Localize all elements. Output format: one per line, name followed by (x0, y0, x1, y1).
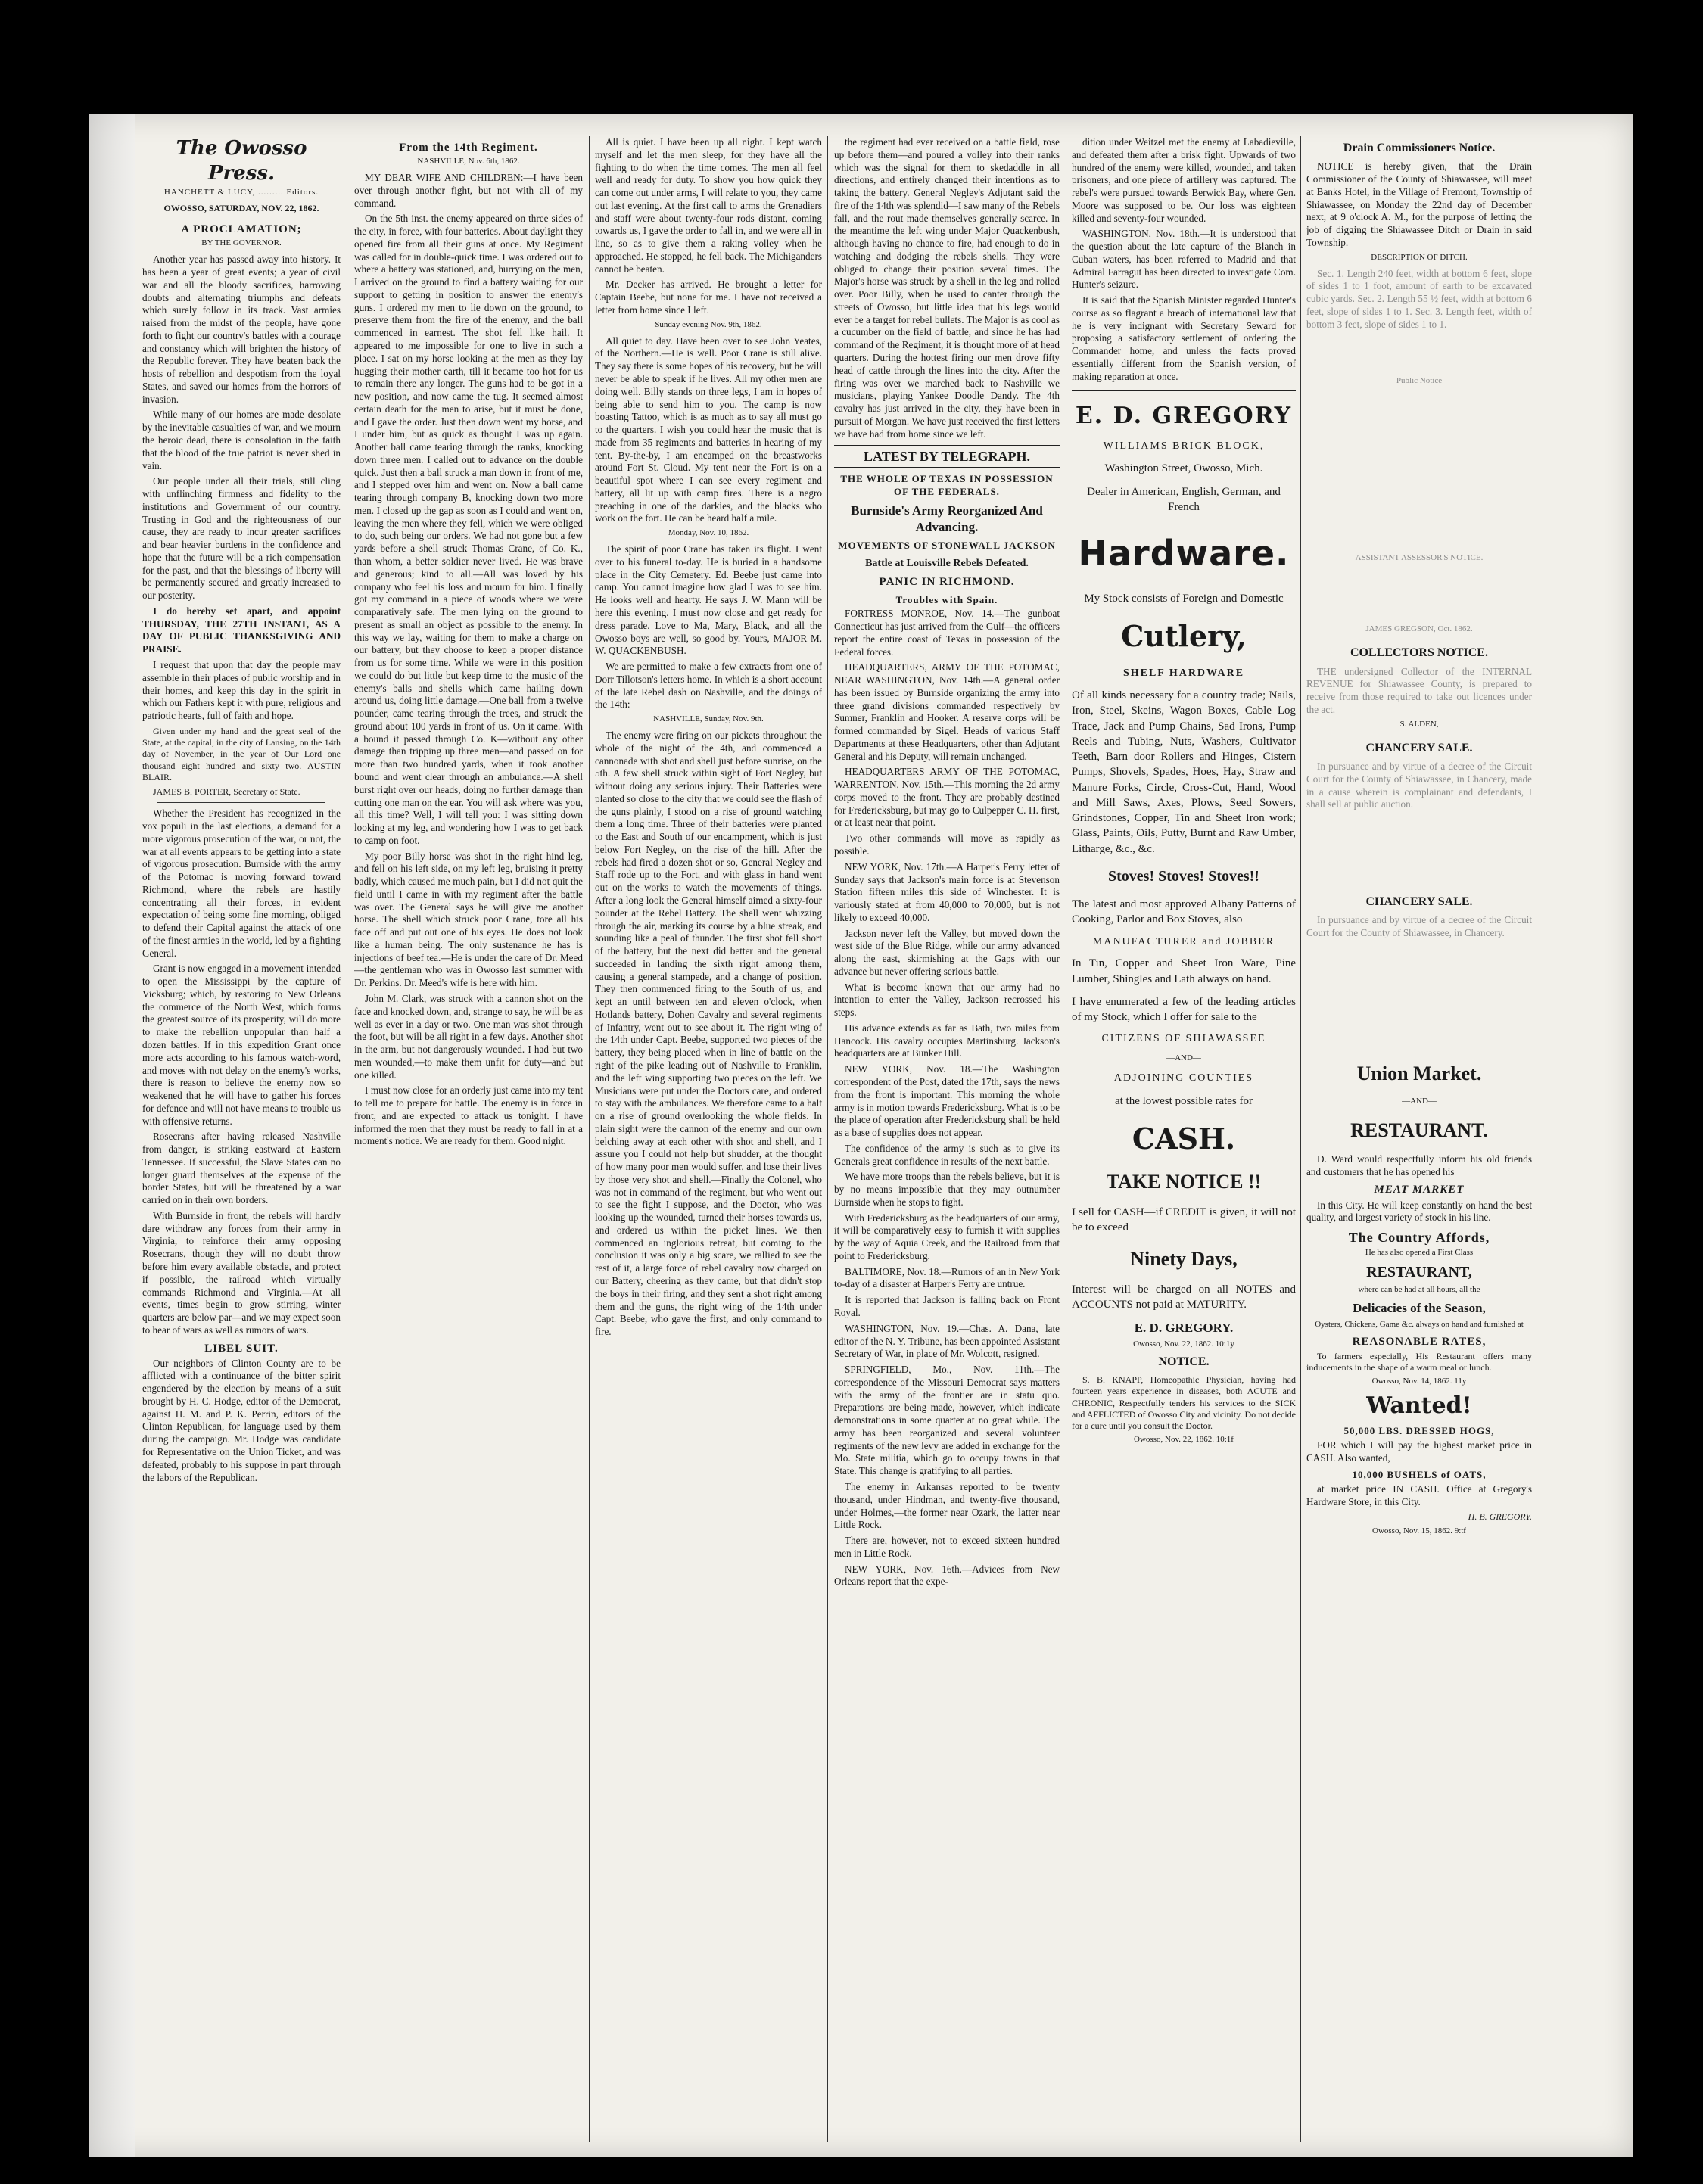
ad-latest: The latest and most approved Albany Patterns of Cooking, Parlor and Box Stoves, also (1072, 898, 1296, 926)
paragraph: All is quiet. I have been up all night. I kept watch myself and let the men sleep, for they have all the fighting to do when the time comes. The men all feel well and ready for duty. To show you how quick they can come out under arms, I will relate to you, they came out last evening. At the first call to arms the Grenadiers and staff were about twenty-four rods distant, coming towards us, I gave the order to fall in, and we were all in line, so as to give them a raking volley when he approached. He stopped, he fell back. The Michiganders cannot be beaten. (595, 136, 822, 275)
ad-block: WILLIAMS BRICK BLOCK, (1103, 440, 1265, 452)
restaurant-open: He has also opened a First Class (1365, 1247, 1474, 1257)
paragraph: dition under Weitzel met the enemy at Labadieville, and defeated them after a brisk fight. Upwards of two hundred of the enemy were killed, wounded, and taken prisoners, and one piece of artillery was captured. The rebel's were pursued towards Berwick Bay, where Gen. Moore was supposed to be. Our loss was eighteen killed and seventy-four wounded. (1072, 136, 1296, 224)
paragraph: MY DEAR WIFE AND CHILDREN:—I have been over through another fight, but not with all of my command. (354, 172, 583, 209)
divider (157, 802, 325, 803)
ad-sell: I sell for CASH—if CREDIT is given, it will not be to exceed (1072, 1206, 1296, 1234)
meat-market-heading: MEAT MARKET (1374, 1184, 1465, 1196)
column-4 (834, 136, 1060, 2142)
column-3 (595, 136, 822, 2142)
ad-shelf: SHELF HARDWARE (1122, 667, 1245, 680)
ad-cash: CASH. (1132, 1121, 1236, 1156)
ditch-heading: DESCRIPTION OF DITCH. (1371, 252, 1468, 262)
wanted-signature: H. B. GREGORY. (1468, 1511, 1532, 1523)
ad-hardware: Hardware. (1078, 532, 1290, 574)
paragraph: Sec. 1. Length 240 feet, width at bottom 6 feet, slope of sides 1 to 1 foot, amount of earth to be excavated cubic yards. Sec. 2. Length 55 ½ feet, width at bottom 6 feet, slope of sides 1 to 1. Sec. 3. Length feet, width of bottom 3 feet, slope of sides 1 to 1. (1306, 267, 1532, 330)
ad-citizens: CITIZENS OF SHIAWASSEE (1101, 1033, 1266, 1045)
ad-interest: Interest will be charged on all NOTES and ACCOUNTS not paid at MATURITY. (1072, 1283, 1296, 1311)
drain-heading: Drain Commissioners Notice. (1343, 142, 1496, 154)
paragraph: The spirit of poor Crane has taken its flight. I went over to his funeral to-day. He is buried in a handsome place in the City Cemetery. Ed. Beebe just came into camp. You cannot imagine how glad I was to see him. He looks well and hearty. He says J. W. Mann will be here this evening. I must now close and get ready for dress parade. Love to Ma, Mary, Black, and all the Owosso boys are well, so good by. Yours, MAJOR M. W. QUACKENBUSH. (595, 543, 822, 657)
paragraph: Our people under all their trials, still cling with unflinching firmness and fidelity to the institutions and Government of our country. Trusting in God and the righteousness of our cause, they are ready to incur greater sacrifices and bear heavier burdens in the confidence and hope that the future will be a rich compensation for the past, and that the blessings of liberty will be permanently secured and greatly increased to our posterity. (142, 475, 341, 602)
union-market-heading: Union Market. (1356, 1062, 1482, 1084)
wanted-oats: 10,000 BUSHELS of OATS, (1352, 1469, 1487, 1481)
paragraph: SPRINGFIELD, Mo., Nov. 11th.—The correspondence of the Missouri Democrat says matters with the army of the frontier are in statu quo. Preparations are being made, however, which indicate demonstrations in some quarter at no great while. The army has been reorganized and several volunteer regiments of the new levy are added in exchange for the Mo. State militia, which go to occupy towns in that State. This change is gratifying to all parties. (834, 1364, 1060, 1477)
paragraph: FOR which I will pay the highest market price in CASH. Also wanted, (1306, 1439, 1532, 1464)
regiment-dateline: NASHVILLE, Nov. 6th, 1862. (417, 157, 520, 166)
paragraph: Two other commands will move as rapidly as possible. (834, 832, 1060, 857)
libel-heading: LIBEL SUIT. (204, 1342, 279, 1355)
wanted-date: Owosso, Nov. 15, 1862. 9:tf (1372, 1526, 1466, 1535)
ad-dealer: Dealer in American, English, German, and French (1087, 486, 1281, 513)
dateline: Monday, Nov. 10, 1862. (668, 528, 749, 538)
reasonable-rates: REASONABLE RATES, (1352, 1335, 1487, 1348)
paragraph: Rosecrans after having released Nashville from danger, is striking eastward at Eastern Tennessee. If successful, the Slave States can no longer guard themselves at the expense of the border States, but will be threatened by a war carried on in their own borders. (142, 1131, 341, 1206)
telegraph-heading: LATEST BY TELEGRAPH. (834, 445, 1060, 468)
notice-date: Owosso, Nov. 22, 1862. 10:1f (1134, 1435, 1234, 1445)
news-heading: THE WHOLE OF TEXAS IN POSSESSION OF THE FEDERALS. (840, 473, 1054, 497)
news-heading: Burnside's Army Reorganized And Advancing. (851, 503, 1043, 534)
ad-adjoining: ADJOINING COUNTIES (1113, 1072, 1254, 1084)
faded-notice: JAMES GREGSON, Oct. 1862. (1365, 624, 1473, 634)
masthead-dateline: OWOSSO, SATURDAY, NOV. 22, 1862. (142, 201, 341, 216)
paragraph: We have more troops than the rebels believe, but it is by no means impossible that they may outnumber Burnside when he stops to fight. (834, 1171, 1060, 1208)
ad-street: Washington Street, Owosso, Mich. (1104, 462, 1263, 475)
chancery-heading: CHANCERY SALE. (1365, 741, 1473, 754)
ad-signature: E. D. GREGORY. (1134, 1321, 1234, 1336)
ad-manufacturer: MANUFACTURER and JOBBER (1092, 935, 1275, 947)
paragraph: Given under my hand and the great seal of the State, at the capital, in the city of Lansing, on the 14th day of November, in the year of Our Lord one thousand eight hundred and sixty two. AUSTIN BLAIR. (142, 725, 341, 782)
paragraph: With Fredericksburg as the headquarters of our army, it will be comparatively easy to furnish it with supplies by the way of Aquia Creek, and the Railroad from that point to Fredericksburg. (834, 1212, 1060, 1262)
paragraph: All quiet to day. Have been over to see John Yeates, of the Northern.—He is well. Poor Crane is still alive. They say there is some hopes of his recovery, but he will never be able to speak if he lives. All my other men are doing well. Billy stands on three legs, I am in hopes of being able to send him to you. The camp is now boasting Tattoo, which is as much as to say all must go to the quarters. I wish you could hear the music that is made from 35 regiments and batteries in hearing of my tent. By-the-by, I am encamped on the breastworks around Fort St. Cloud. My tent near the Fort is on a beautiful spot where I can see every regiment and battery, all lit up with camp fires. There is a negro preaching in one of the darkies, and the blacks who work on the fort. He can be heard half a mile. (595, 334, 822, 524)
paragraph: In pursuance and by virtue of a decree of the Circuit Court for the County of Shiawassee, in Chancery, made in a cause wherein is complainant and defendants, I shall sell at public auction. (1306, 761, 1532, 810)
notice-heading: NOTICE. (1158, 1355, 1210, 1368)
paragraph: My poor Billy horse was shot in the right hind leg, and fell on his left side, on my left leg, bruising it pretty badly, which caused me much pain, but I did not quit the field until I came in with my regiment after the battle was over. The General says he will give me another horse. The shell which struck poor Crane, tore all his face off and put out one of his eyes. He does not look like a human being. The only sustenance he has is injections of beef tea.—He is under the care of Dr. Meed—the gentleman who was in Owosso last summer with Dr. Perkins. Dr. Meed's wife is here with him. (354, 850, 583, 989)
news-heading: MOVEMENTS OF STONEWALL JACKSON (838, 540, 1056, 552)
paragraph: I request that upon that day the people may assemble in their places of public worship and in their homes, and keep this day in the spirit in which our Fathers kept it with pure, religious and patriotic hearts, full of faith and hope. (142, 658, 341, 722)
paragraph: NOTICE is hereby given, that the Drain Commissioner of the County of Shiawassee, will meet at Banks Hotel, in the Village of Fremont, Township of Shiawassee, on Monday the 22nd day of December next, at 9 o'clock A. M., for the purpose of letting the job of digging the Shiawassee Ditch or Drain in said Township. (1306, 160, 1532, 248)
proclamation-heading: A PROCLAMATION; (181, 223, 302, 236)
paragraph: I must now close for an orderly just came into my tent to tell me to prepare for battle. The enemy is in force in front, and are expected to attack us tonight. I have informed the men that they must be ready to fall in at a moment's notice. We are ready for them. Good night. (354, 1084, 583, 1147)
ad-stock: My Stock consists of Foreign and Domestic (1084, 592, 1284, 605)
paragraph: HEADQUARTERS ARMY OF THE POTOMAC, WARRENTON, Nov. 15th.—This morning the 2d army corps moved to the front. They are probably destined for Fredericksburg, but may go to Culpepper C. H. first, or at least near that point. (834, 766, 1060, 829)
ad-date: Owosso, Nov. 22, 1862. 10:1y (1133, 1339, 1234, 1349)
restaurant-heading: RESTAURANT. (1350, 1118, 1488, 1141)
ad-cutlery: Cutlery, (1121, 619, 1247, 653)
paragraph: There are, however, not to exceed sixteen hundred men in Little Rock. (834, 1535, 1060, 1559)
paragraph: BALTIMORE, Nov. 18.—Rumors of an in New York to-day of a disaster at Harper's Ferry are untrue. (834, 1265, 1060, 1290)
paragraph: It is said that the Spanish Minister regarded Hunter's course as so flagrant a breach of international law that he is very indignant with Secretary Seward for proposing a satisfactory settlement of ordering the Commander home, and unless the facts proved essentially different from the Spanish version, of making reparation at once. (1072, 294, 1296, 382)
paragraph: In pursuance and by virtue of a decree of the Circuit Court for the County of Shiawassee, in Chancery. (1306, 914, 1532, 939)
paragraph: The enemy in Arkansas reported to be twenty thousand, under Hindman, and twenty-five thousand, under Holmes,—the former near Ozark, the latter near Little Rock. (834, 1480, 1060, 1531)
paragraph: Mr. Decker has arrived. He brought a letter for Captain Beebe, but none for me. I have not received a letter from home since I left. (595, 278, 822, 316)
ad-stoves: Stoves! Stoves! Stoves!! (1108, 867, 1259, 885)
paragraph: the regiment had ever received on a battle field, rose up before them—and poured a volley into their ranks which was the signal for them to skedaddle in all directions, and entirely changed their intentions as to taking the battery. General Negley's Adjutant said the fire of the 14th was splendid—I saw many of the Rebels fall, and the rout made themselves generally scarce. In the meantime the left wing under Major Quackenbush, although having no chance to fire, had enough to do in watching and dodging the rebels shells. They were obliged to change their position several times. The Major's horse was struck by a shell in the leg and rolled over. Poor Billy, when he used to canter through the streets of Owosso, but little idea that his legs would ever be a target for rebel bullets. The Major is as cool as a cucumber on the field of battle, and since he has had command of the Regiment, it is thought more of at head quarters. During the hottest firing our men drove fifty head of cattle through the lines into the city. After the firing was over we marched back to Nashville we musicians, playing Yankee Doodle Dandy. The 4th cavalry has just arrived in the city, they have been in pursuit of Morgan. We have just received the first letters we have had from home since we left. (834, 136, 1060, 440)
dateline: NASHVILLE, Sunday, Nov. 9th. (653, 714, 764, 724)
news-heading: Battle at Louisville Rebels Defeated. (865, 557, 1029, 569)
paragraph: The enemy were firing on our pickets throughout the whole of the night of the 4th, and commenced a cannonade with shot and shell just before sunrise, on the 5th. A few shell struck within sight of Fort Negley, but without doing any serious injury. Their Batteries were planted so close to the city that we could see the flash of the guns plainly, I stood on a rise of ground watching them a long time. Three of their batteries were planted to the East and South of our encampment, which is just below Fort Negley, on the rise of the hill. After the rebels had fired a dozen shot or so, General Negley and Staff rode up to the Fort, and with glass in hand went out on the works to watch the movements of things. After a long look the General himself aimed a sixty-four pounder at the Rebel Battery. The shell went whizzing through the air, marking its course by a blue streak, and sounding like a peal of thunder. The first shot fell short of the battery, but the next did better and the general succeeded in landing the sixth right among them, causing a general stampede, and a change of position. They then commenced firing to the South of us, and kept an until between ten and eleven o'clock, when Hotlands battery, Dohen Cavalry and several regiments of Infantry, went out to see about it. The right wing of the 14th under Capt. Beebe, supported two pieces of the battery, they being placed when in line of battle on the right of the pike leading out of Nashville to Franklin, and the left wing supporting two pieces on the left. We Musicians were put under the Doctors care, and ordered to stay with the ambulances. We therefore came to a halt on a rise of ground overlooking the whole fields. In plain sight were the cannon of the enemy and our own belching away at each other with shot and shell, and I assure you I could not help but shudder, at the thought of how many poor men would suffer, and lose their lives by those very shot and shell.—Finally the Colonel, who was not in command of the regiment, but who went out to see the fight I suppose, and the Doctor, who was looking up the wounded, turned their horses towards us, and ordered us within the picket lines. We then commenced an inglorious retreat, but coming to the conclusion it was only a big scare, we rallied to see the rest of it, a large force of rebel cavalry now charged on our Battery, cheering as they came, but that didn't stop the boys in their firing, and they sent a shot right among them and the guns, the right wing of the 14th under Capt. Beebe, who gave the first, and only command to fire. (595, 730, 822, 1338)
column-rule (827, 136, 828, 2142)
column-6 (1306, 136, 1532, 2142)
ad-take-notice: TAKE NOTICE !! (1106, 1171, 1262, 1193)
faded-notice: ASSISTANT ASSESSOR'S NOTICE. (1355, 553, 1484, 563)
union-and: —AND— (1402, 1096, 1437, 1106)
paragraph: NEW YORK, Nov. 18.—The Washington correspondent of the Post, dated the 17th, says the news from the front is important. This morning the whole army is in motion towards Fredericksburg. What is to be the place of operation after Fredericksburg shall be held as a base of supplies does not appear. (834, 1063, 1060, 1139)
paragraph: John M. Clark, was struck with a cannon shot on the face and knocked down, and, strange to say, he will be as well as ever in a day or two. One man was shot through the foot, but will be all right in a few days. Another shot in the arm, but not dangerously wounded. I had but two men wounded,—to make them unfit for duty—and but one killed. (354, 993, 583, 1081)
paragraph: HEADQUARTERS, ARMY OF THE POTOMAC, NEAR WASHINGTON, Nov. 14th.—A general order has been issued by Burnside organizing the army into three grand divisions commanded respectively by Sumner, Franklin and Hooker. A reserve corps will be formed commanded by Sigel. Heads of various Staff Departments at these Headquarters, other than Adjutant General and his Deputy, will remain unchanged. (834, 661, 1060, 762)
column-2 (354, 136, 583, 2142)
column-rule (589, 136, 590, 2142)
paragraph: It is reported that Jackson is falling back on Front Royal. (834, 1294, 1060, 1319)
ad-gregory-name: E. D. GREGORY (1075, 402, 1293, 429)
delicacies: Delicacies of the Season, (1353, 1301, 1486, 1316)
divider (1072, 390, 1296, 391)
paragraph: Grant is now engaged in a movement intended to open the Mississippi by the capture of Vicksburg; which, by restoring to New Orleans the commerce of the North West, which forms the greatest source of its prosperity, will do more to make the rebellion unpopular than half a dozen battles. If in this expedition Grant once more acts according to his famous watch-word, and moves with not delay on the enemy's works, there is reason to believe the enemy now so weakened that he will have to gather his forces for defence and will not have means to trouble us with offensive returns. (142, 963, 341, 1127)
paragraph: D. Ward would respectfully inform his old friends and customers that he has opened his (1306, 1153, 1532, 1178)
wanted-hogs: 50,000 LBS. DRESSED HOGS, (1343, 1425, 1495, 1437)
dateline: Sunday evening Nov. 9th, 1862. (655, 319, 762, 329)
paragraph: WASHINGTON, Nov. 18th.—It is understood that the question about the late capture of the Blanch in Cuban waters, has been referred to Madrid and that Admiral Farragut has been directed to investigate Com. Hunter's seizure. (1072, 228, 1296, 291)
regiment-heading: From the 14th Regiment. (399, 142, 538, 154)
paragraph: While many of our homes are made desolate by the inevitable casualties of war, and we mourn the heroic dead, there is consolation in the faith that the blood of the true patriot is never shed in vain. (142, 409, 341, 471)
country-affords: The Country Affords, (1348, 1230, 1490, 1246)
paragraph: On the 5th inst. the enemy appeared on three sides of the city, in force, with four batteries. About daylight they opened fire from all their guns at once. My Regiment was called for in double-quick time. I was ordered out to where a battery was stationed, and, hurrying on the men, I arrived on the ground to find a battery waiting for our support to getting in position to answer the enemy's guns. I ordered my men to lie down on the ground, to preserve them from the fire of the enemy, and the ball commenced in earnest. The shot fell like hail. It appeared to me impossible for one to live in such a place. I sat on my horse looking at the men as they lay hugging their mother earth, till it became too hot for us to remain there any longer. The guns had to be got in a new position, and now came the tug. It seemed almost certain death for the men to arise, but it must be done, and I gave the order. Just then down went my horse, and I under him, but as quick as thought I was up again. Another ball came tearing through the ranks, knocking down three men. I called out to advance on the double quick. Just then a ball struck a man down in front of me, and I stepped over him and went on. Now a ball came tearing through company B, knocking down two more men. I closed up the gap as soon as I could and went on, leaving the men where they fell, which we were obliged to do, such being our orders. We had not gone but a few yards before a shell struck Thomas Crane, of Co. K., than whom, a better soldier never lived. He was brave and generous; kind to all.—All was loved by his company who feel his loss and mourn for him. I finally got my command in a piece of woods where we were comparatively safe. The men lying on the ground to present as small an object as possible to the enemy. In this way we lay, waiting for them to make a charge on our battery, but they choose to keep a proper distance from us for some time. While we were in this position we could do but little but keep time to the music of the enemy's balls and shells which came hailing down around us, doing little damage.—One ball from a twelve pounder, came tearing through the trees, and struck the ground about 100 yards in front of us. On it came. With a bound it passed through Co. K—without any other damage than tripping up three men—and passed on for more than two hundred yards, when it took another bound and went clear through an ambulance.—A shell burst right over our heads, doing no further damage than cutting one man on the ear. You will ask where was you, all this time? Well, I will tell you: I was sitting down looking at my leg, and wondering how I was to get back to camp on foot. (354, 213, 583, 846)
paragraph: WASHINGTON, Nov. 19.—Chas. A. Dana, late editor of the N. Y. Tribune, has been appointed Assistant Secretary of War, in place of Mr. Wolcott, resigned. (834, 1322, 1060, 1360)
collector-heading: COLLECTORS NOTICE. (1350, 646, 1488, 660)
faded-notice: Public Notice (1396, 376, 1443, 386)
ad-and: —AND— (1166, 1053, 1201, 1063)
restaurant-hours: where can be had at all hours, all the (1358, 1285, 1480, 1295)
news-heading: PANIC IN RICHMOND. (879, 575, 1015, 588)
newspaper-page (89, 114, 1633, 2157)
proclamation-byline: BY THE GOVERNOR. (201, 238, 282, 248)
wanted-heading: Wanted! (1366, 1392, 1472, 1420)
paragraph: at market price IN CASH. Office at Gregory's Hardware Store, in this City. (1306, 1482, 1532, 1507)
restaurant-heading-2: RESTAURANT, (1366, 1263, 1472, 1280)
paragraph: Another year has passed away into history. It has been a year of great events; a year of civil war and all the bloody sacrifices, harrowing doubts and alternating triumphs and defeats which surely follow in its track. Vast armies raised from the midst of the people, have gone forth to fight our country's battles with a courage and constancy which will brighten the history of the Republic forever. They have beaten back the hosts of rebellion and despotism from the loyal States, and saved our homes from the horrors of invasion. (142, 254, 341, 405)
paragraph: In this City. He will keep constantly on hand the best quality, and largest variety of stock in his line. (1306, 1199, 1532, 1224)
ad-kinds: Of all kinds necessary for a country trade; Nails, Iron, Steel, Skeins, Wagon Boxes, Cable Log Trace, Jack and Pump Chains, Sad Irons, Pump Reels and Tubing, Nuts, Washers, Cultivator Teeth, Barn door Rollers and Hinges, Cistern Pumps, Shovels, Spades, Hoes, Hay, Straw and Manure Forks, Circle, Cross-Cut, Hand, Wood and Mill Saws, Axes, Plows, Seed Sowers, Grindstones, Copper, Tin and Sheet Iron work; Glass, Paints, Oils, Putty, Burnt and Raw Umber, Litharge, &c., &c. (1072, 689, 1296, 855)
oysters: Oysters, Chickens, Game &c. always on hand and furnished at (1315, 1319, 1524, 1329)
paragraph: S. B. KNAPP, Homeopathic Physician, having had fourteen years experience in diseases, both ACUTE and CHRONIC, Respectfully tenders his services to the SICK and AFFLICTED of Owosso City and vicinity. Do not decide for a cure until you consult the Doctor. (1072, 1374, 1296, 1432)
paragraph: Our neighbors of Clinton County are to be afflicted with a continuance of the bitter spirit engendered by the election by means of a suit brought by H. C. Hodge, editor of the Democrat, against H. M. and P. K. Perrin, editors of the Clinton Republican, for language used by them during the campaign. Mr. Hodge was candidate for Representative on the Union Ticket, and was defeated, probably to his suppose in part through the labors of the Republican. (142, 1357, 341, 1483)
collector-signature: S. ALDEN, (1399, 719, 1439, 729)
column-rule (1300, 136, 1301, 2142)
paragraph: With Burnside in front, the rebels will hardly dare withdraw any forces from their army in Virginia, to reinforce their army opposing Rosecrans, though they will no doubt throw before him every available obstacle, and protect if possible, the railroad which virtually commands Richmond and Virginia.—At all events, times begin to grow stirring, winter quarters are below par—and we may expect soon to hear of wars as well as rumors of wars. (142, 1209, 341, 1336)
chancery-heading: CHANCERY SALE. (1365, 895, 1473, 909)
column-5 (1072, 136, 1296, 2142)
page-edge (89, 114, 135, 2157)
paragraph: FORTRESS MONROE, Nov. 14.—The gunboat Connecticut has just arrived from the Gulf—the officers report the entire coast of Texas in possession of the Federal forces. (834, 608, 1060, 658)
paragraph: The confidence of the army is such as to give its Generals great confidence in results of the next battle. (834, 1142, 1060, 1167)
paragraph: Jackson never left the Valley, but moved down the west side of the Blue Ridge, while our army advanced along the east, skirmishing at the Gaps with our advance but never offering serious battle. (834, 927, 1060, 977)
ad-enumerated: I have enumerated a few of the leading articles of my Stock, which I offer for sale to the (1072, 995, 1296, 1024)
ad-ninety: Ninety Days, (1130, 1247, 1238, 1270)
paragraph: To farmers especially, His Restaurant offers many inducements in the shape of a warm meal or lunch. (1306, 1350, 1532, 1374)
union-date: Owosso, Nov. 14, 1862. 11y (1371, 1377, 1467, 1386)
signature: JAMES B. PORTER, Secretary of State. (153, 786, 300, 797)
paragraph: NEW YORK, Nov. 16th.—Advices from New Orleans report that the expe- (834, 1563, 1060, 1588)
paragraph: His advance extends as far as Bath, two miles from Hancock. His cavalry occupies Martinsburg. Jackson's headquarters are at Bunker Hill. (834, 1022, 1060, 1059)
paragraph: I do hereby set apart, and appoint THURSDAY, THE 27TH INSTANT, AS A DAY OF PUBLIC THANKSGIVING AND PRAISE. (142, 605, 341, 655)
news-heading: Troubles with Spain. (895, 593, 998, 605)
paragraph: THE undersigned Collector of the INTERNAL REVENUE for Shiawassee County, is prepared to receive from those required to take out licences under the act. (1306, 665, 1532, 715)
paragraph: Whether the President has recognized in the vox populi in the last elections, a demand for a more vigorous prosecution of the war, or not, the war at all events appears to be getting into a state of vigorous prosecution. Burnside with the army of the Potomac is moving forward toward Richmond, where the rebels are hastily concentrating all their forces, in evident expectation of being some fine morning, obliged to defend their Capital against the attack of one of the finest armies in the world, led by a fighting General. (142, 807, 341, 959)
ad-lowest: at the lowest possible rates for (1114, 1094, 1253, 1107)
paragraph: What is become known that our army had no intention to enter the Valley, Jackson recrossed his steps. (834, 981, 1060, 1019)
ad-tin: In Tin, Copper and Sheet Iron Ware, Pine Lumber, Shingles and Lath always on hand. (1072, 957, 1296, 985)
paragraph: We are permitted to make a few extracts from one of Dorr Tillotson's letters home. In which is a short account of the late Rebel dash on Nashville, and the doings of the 14th: (595, 661, 822, 711)
paragraph: NEW YORK, Nov. 17th.—A Harper's Ferry letter of Sunday says that Jackson's main force is at Stevenson Station fifteen miles this side of Winchester. It is variously stated at from 40,000 to 70,000, but is not likely to exceed 40,000. (834, 860, 1060, 923)
masthead-title: The Owosso Press. (176, 137, 307, 185)
column-1 (142, 136, 341, 2142)
masthead-publishers: HANCHETT & LUCY, ......... Editors. (163, 188, 319, 198)
